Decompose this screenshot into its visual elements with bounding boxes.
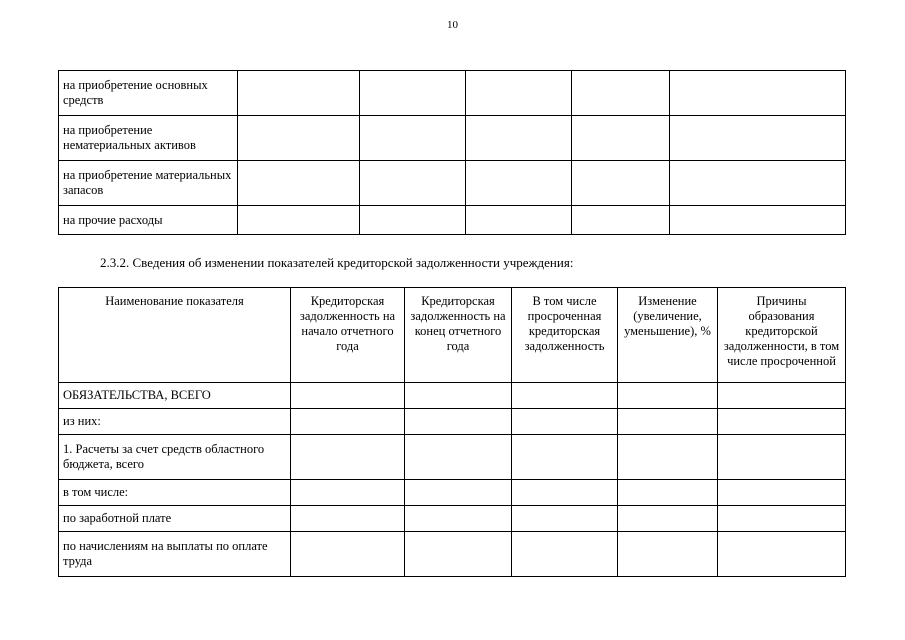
table-cell bbox=[291, 383, 405, 409]
row-label: на приобретение основных средств bbox=[59, 71, 238, 116]
table-row bbox=[59, 206, 846, 235]
table-cell bbox=[670, 206, 846, 235]
table-cell bbox=[512, 480, 618, 506]
table-cell bbox=[512, 383, 618, 409]
table-cell bbox=[360, 161, 466, 206]
table-cell bbox=[238, 161, 360, 206]
table-cell bbox=[512, 435, 618, 480]
table-row bbox=[59, 383, 846, 409]
table-cell bbox=[291, 435, 405, 480]
table-cell bbox=[718, 532, 846, 577]
table-cell bbox=[572, 206, 670, 235]
table-cell bbox=[405, 383, 512, 409]
column-header: Изменение (увеличение, уменьшение), % bbox=[618, 288, 718, 383]
table-cell bbox=[360, 71, 466, 116]
column-header: Кредиторская задолженность на конец отчетного года bbox=[405, 288, 512, 383]
section-heading: 2.3.2. Сведения об изменении показателей кредиторской задолженности учреждения: bbox=[100, 255, 574, 270]
column-header: Причины образования кредиторской задолженности, в том числе просроченной bbox=[718, 288, 846, 383]
table-row bbox=[59, 532, 846, 577]
page-number: 10 bbox=[447, 19, 458, 31]
table-cell bbox=[618, 435, 718, 480]
table-cell bbox=[291, 506, 405, 532]
row-label: на приобретение материальных запасов bbox=[59, 161, 238, 206]
table-cell bbox=[718, 506, 846, 532]
table-cell bbox=[466, 206, 572, 235]
table-cell bbox=[718, 435, 846, 480]
column-header: Кредиторская задолженность на начало отчетного года bbox=[291, 288, 405, 383]
table-header-row bbox=[59, 288, 846, 383]
table-cell bbox=[718, 383, 846, 409]
row-label: на приобретение нематериальных активов bbox=[59, 116, 238, 161]
table-cell bbox=[572, 71, 670, 116]
row-label: 1. Расчеты за счет средств областного бюджета, всего bbox=[59, 435, 291, 480]
payables-table bbox=[58, 287, 846, 577]
table-cell bbox=[405, 532, 512, 577]
table-cell bbox=[405, 480, 512, 506]
table-cell bbox=[718, 480, 846, 506]
table-cell bbox=[466, 161, 572, 206]
row-label: в том числе: bbox=[59, 480, 291, 506]
table-cell bbox=[618, 506, 718, 532]
table-row bbox=[59, 480, 846, 506]
column-header: В том числе просроченная кредиторская задолженность bbox=[512, 288, 618, 383]
table-cell bbox=[466, 116, 572, 161]
table-cell bbox=[291, 532, 405, 577]
table-cell bbox=[238, 116, 360, 161]
row-label: по заработной плате bbox=[59, 506, 291, 532]
table-cell bbox=[512, 532, 618, 577]
table-row bbox=[59, 409, 846, 435]
row-label: из них: bbox=[59, 409, 291, 435]
table-cell bbox=[572, 161, 670, 206]
table-cell bbox=[670, 161, 846, 206]
table-cell bbox=[618, 532, 718, 577]
table-cell bbox=[238, 206, 360, 235]
table-cell bbox=[405, 435, 512, 480]
table-cell bbox=[405, 409, 512, 435]
column-header: Наименование показателя bbox=[59, 288, 291, 383]
table-cell bbox=[238, 71, 360, 116]
table-cell bbox=[360, 206, 466, 235]
table-cell bbox=[512, 409, 618, 435]
row-label: ОБЯЗАТЕЛЬСТВА, ВСЕГО bbox=[59, 383, 291, 409]
table-cell bbox=[670, 71, 846, 116]
table-row bbox=[59, 506, 846, 532]
table-cell bbox=[405, 506, 512, 532]
row-label: по начислениям на выплаты по оплате труда bbox=[59, 532, 291, 577]
table-cell bbox=[618, 480, 718, 506]
table-row bbox=[59, 116, 846, 161]
table-cell bbox=[618, 409, 718, 435]
row-label: на прочие расходы bbox=[59, 206, 238, 235]
table-cell bbox=[360, 116, 466, 161]
table-row bbox=[59, 161, 846, 206]
expenses-table-continued bbox=[58, 70, 846, 235]
table-cell bbox=[670, 116, 846, 161]
table-cell bbox=[291, 409, 405, 435]
table-cell bbox=[466, 71, 572, 116]
table-cell bbox=[291, 480, 405, 506]
table-row bbox=[59, 71, 846, 116]
table-cell bbox=[618, 383, 718, 409]
table-cell bbox=[512, 506, 618, 532]
table-cell bbox=[718, 409, 846, 435]
table-row bbox=[59, 435, 846, 480]
table-cell bbox=[572, 116, 670, 161]
